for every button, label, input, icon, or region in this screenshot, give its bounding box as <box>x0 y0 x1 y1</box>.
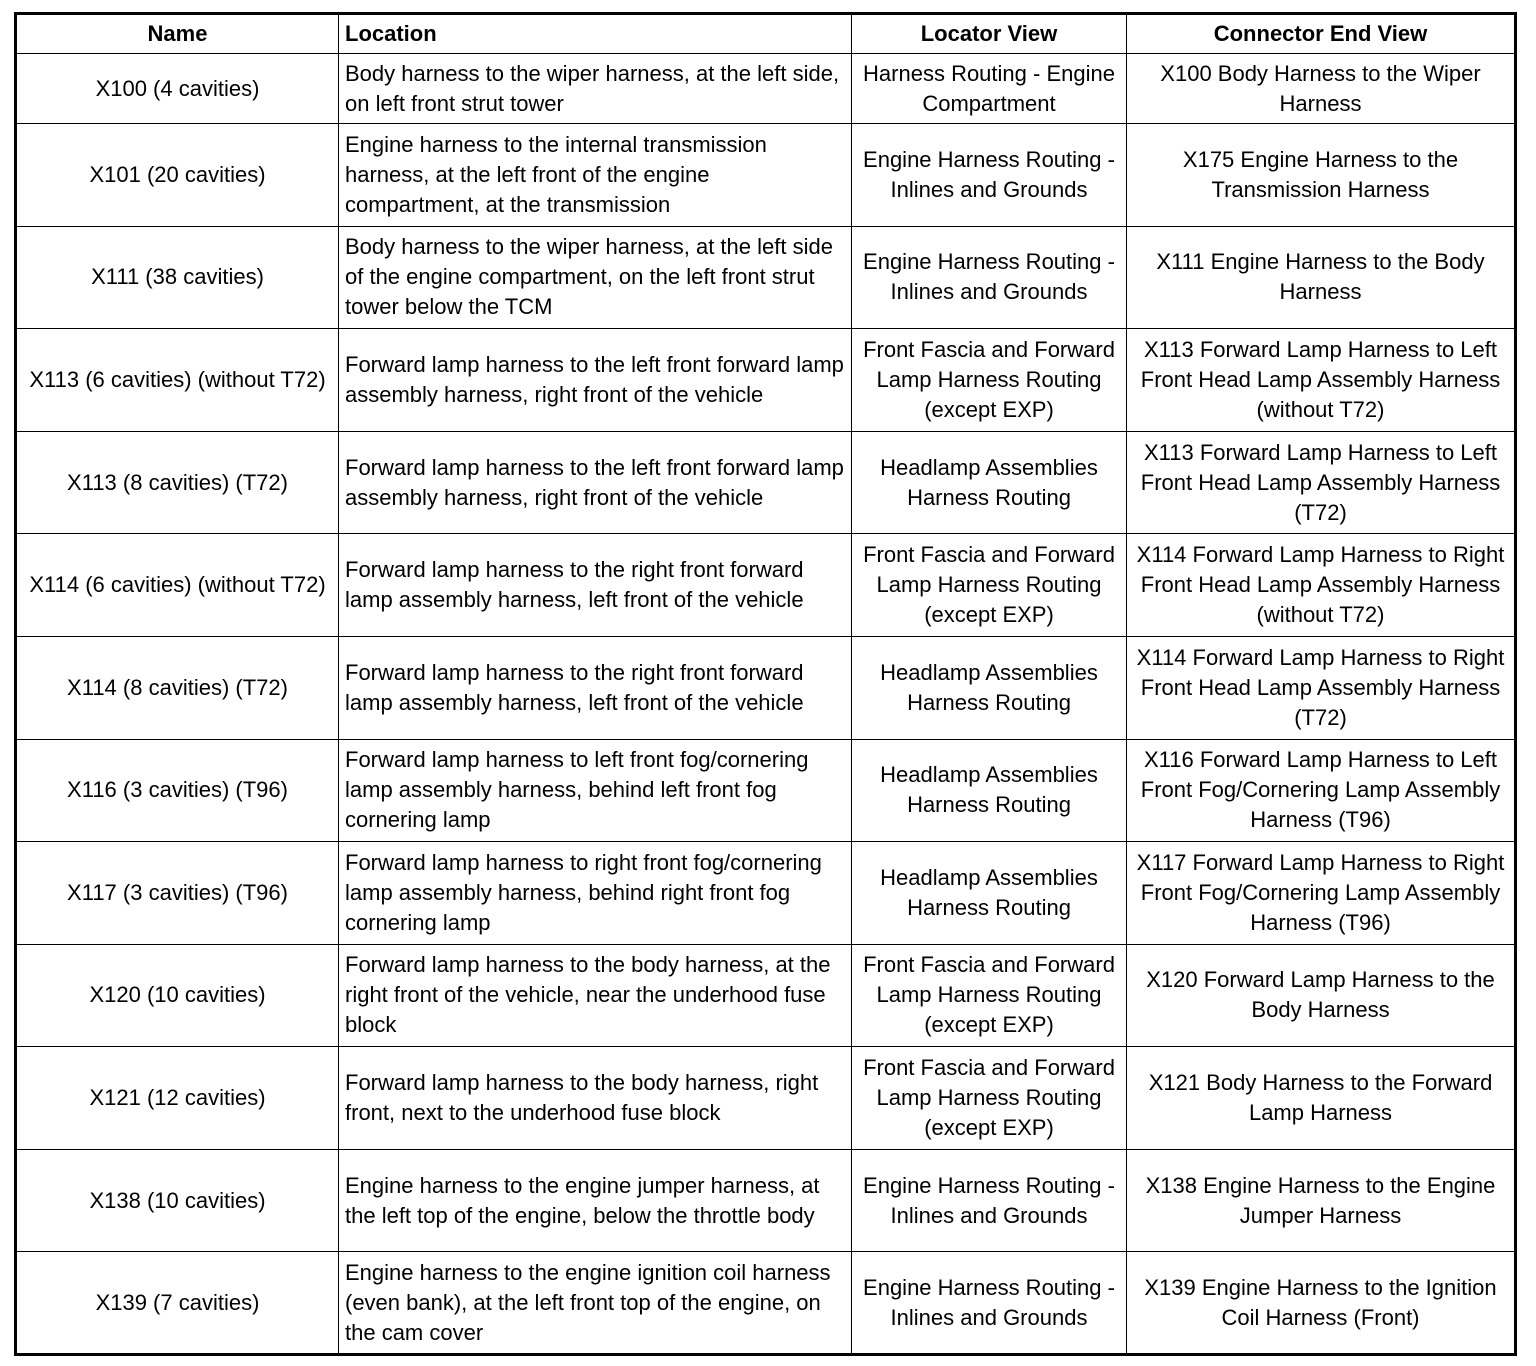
table-row <box>16 944 1516 1047</box>
cell-location: Forward lamp harness to left front fog/cornering lamp assembly harness, behind left front fog cornering lamp <box>339 739 852 842</box>
cell-connector-end-view: X117 Forward Lamp Harness to Right Front Fog/Cornering Lamp Assembly Harness (T96) <box>1127 842 1516 945</box>
cell-location: Engine harness to the engine ignition coil harness (even bank), at the left front top of the engine, on the cam cover <box>339 1252 852 1355</box>
table-row <box>16 329 1516 432</box>
cell-name: X113 (6 cavities) (without T72) <box>16 329 339 432</box>
cell-connector-end-view: X113 Forward Lamp Harness to Left Front Head Lamp Assembly Harness (T72) <box>1127 431 1516 534</box>
cell-locator-view: Front Fascia and Forward Lamp Harness Routing (except EXP) <box>852 1047 1127 1150</box>
cell-locator-view: Engine Harness Routing - Inlines and Grounds <box>852 1252 1127 1355</box>
cell-connector-end-view: X100 Body Harness to the Wiper Harness <box>1127 54 1516 124</box>
cell-locator-view: Harness Routing - Engine Compartment <box>852 54 1127 124</box>
cell-location: Forward lamp harness to the body harness, at the right front of the vehicle, near the underhood fuse block <box>339 944 852 1047</box>
cell-location: Engine harness to the engine jumper harness, at the left top of the engine, below the throttle body <box>339 1149 852 1252</box>
cell-name: X114 (8 cavities) (T72) <box>16 636 339 739</box>
cell-name: X138 (10 cavities) <box>16 1149 339 1252</box>
cell-name: X120 (10 cavities) <box>16 944 339 1047</box>
cell-location: Forward lamp harness to the body harness, right front, next to the underhood fuse block <box>339 1047 852 1150</box>
table-row <box>16 534 1516 637</box>
header-name: Name <box>16 14 339 54</box>
cell-connector-end-view: X116 Forward Lamp Harness to Left Front Fog/Cornering Lamp Assembly Harness (T96) <box>1127 739 1516 842</box>
table-row <box>16 54 1516 124</box>
cell-name: X114 (6 cavities) (without T72) <box>16 534 339 637</box>
table-row <box>16 1047 1516 1150</box>
cell-locator-view: Headlamp Assemblies Harness Routing <box>852 636 1127 739</box>
header-row <box>16 14 1516 54</box>
cell-name: X116 (3 cavities) (T96) <box>16 739 339 842</box>
table-row <box>16 1252 1516 1355</box>
cell-locator-view: Headlamp Assemblies Harness Routing <box>852 431 1127 534</box>
cell-locator-view: Headlamp Assemblies Harness Routing <box>852 842 1127 945</box>
cell-connector-end-view: X114 Forward Lamp Harness to Right Front Head Lamp Assembly Harness (without T72) <box>1127 534 1516 637</box>
table-row <box>16 124 1516 227</box>
table-row <box>16 226 1516 329</box>
cell-location: Engine harness to the internal transmission harness, at the left front of the engine compartment, at the transmission <box>339 124 852 227</box>
cell-name: X101 (20 cavities) <box>16 124 339 227</box>
cell-locator-view: Front Fascia and Forward Lamp Harness Routing (except EXP) <box>852 534 1127 637</box>
cell-connector-end-view: X121 Body Harness to the Forward Lamp Harness <box>1127 1047 1516 1150</box>
table-row <box>16 842 1516 945</box>
cell-location: Body harness to the wiper harness, at the left side, on left front strut tower <box>339 54 852 124</box>
cell-locator-view: Front Fascia and Forward Lamp Harness Routing (except EXP) <box>852 944 1127 1047</box>
cell-location: Body harness to the wiper harness, at the left side of the engine compartment, on the left front strut tower below the TCM <box>339 226 852 329</box>
cell-connector-end-view: X120 Forward Lamp Harness to the Body Harness <box>1127 944 1516 1047</box>
header-locator-view: Locator View <box>852 14 1127 54</box>
cell-location: Forward lamp harness to the right front forward lamp assembly harness, left front of the vehicle <box>339 636 852 739</box>
table-row <box>16 739 1516 842</box>
cell-locator-view: Front Fascia and Forward Lamp Harness Routing (except EXP) <box>852 329 1127 432</box>
cell-name: X111 (38 cavities) <box>16 226 339 329</box>
cell-locator-view: Engine Harness Routing - Inlines and Grounds <box>852 1149 1127 1252</box>
table-row <box>16 636 1516 739</box>
cell-locator-view: Engine Harness Routing - Inlines and Grounds <box>852 226 1127 329</box>
cell-name: X113 (8 cavities) (T72) <box>16 431 339 534</box>
cell-connector-end-view: X139 Engine Harness to the Ignition Coil Harness (Front) <box>1127 1252 1516 1355</box>
cell-location: Forward lamp harness to the left front forward lamp assembly harness, right front of the vehicle <box>339 329 852 432</box>
cell-connector-end-view: X138 Engine Harness to the Engine Jumper Harness <box>1127 1149 1516 1252</box>
cell-connector-end-view: X175 Engine Harness to the Transmission Harness <box>1127 124 1516 227</box>
cell-locator-view: Engine Harness Routing - Inlines and Grounds <box>852 124 1127 227</box>
table-row <box>16 1149 1516 1252</box>
cell-locator-view: Headlamp Assemblies Harness Routing <box>852 739 1127 842</box>
cell-location: Forward lamp harness to right front fog/cornering lamp assembly harness, behind right front fog cornering lamp <box>339 842 852 945</box>
cell-name: X100 (4 cavities) <box>16 54 339 124</box>
header-connector-end-view: Connector End View <box>1127 14 1516 54</box>
cell-location: Forward lamp harness to the right front forward lamp assembly harness, left front of the vehicle <box>339 534 852 637</box>
cell-name: X121 (12 cavities) <box>16 1047 339 1150</box>
cell-location: Forward lamp harness to the left front forward lamp assembly harness, right front of the vehicle <box>339 431 852 534</box>
cell-name: X117 (3 cavities) (T96) <box>16 842 339 945</box>
cell-connector-end-view: X114 Forward Lamp Harness to Right Front Head Lamp Assembly Harness (T72) <box>1127 636 1516 739</box>
cell-connector-end-view: X113 Forward Lamp Harness to Left Front Head Lamp Assembly Harness (without T72) <box>1127 329 1516 432</box>
table-row <box>16 431 1516 534</box>
connector-table <box>14 12 1517 1356</box>
cell-name: X139 (7 cavities) <box>16 1252 339 1355</box>
cell-connector-end-view: X111 Engine Harness to the Body Harness <box>1127 226 1516 329</box>
header-location: Location <box>339 14 852 54</box>
